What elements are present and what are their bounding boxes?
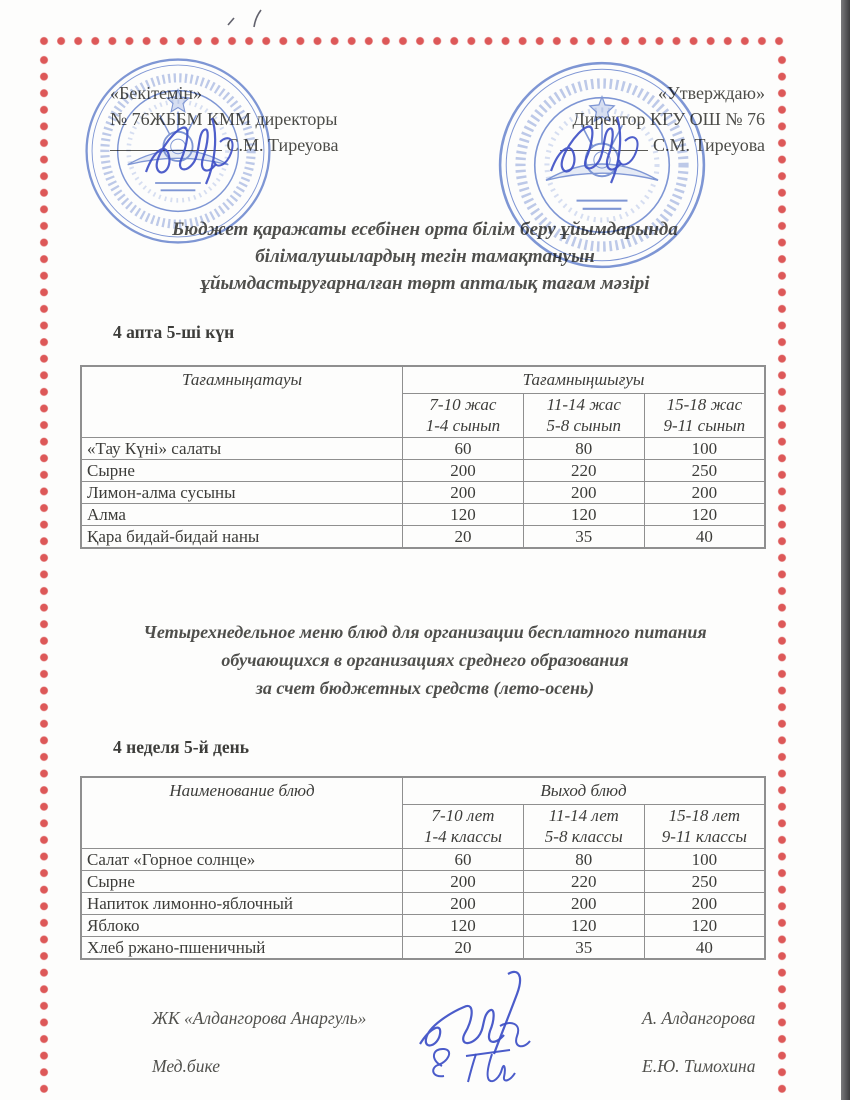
dish-name-cell: Сырне (81, 459, 403, 481)
portion-cell: 220 (523, 870, 644, 892)
class-range: 9-11 классы (661, 827, 747, 846)
portion-cell: 20 (403, 525, 524, 548)
dish-name-cell: Сырне (81, 870, 403, 892)
table-row (81, 459, 765, 481)
portion-cell: 20 (403, 936, 524, 959)
title-ru-line1: Четырехнедельное меню блюд для организации бесплатного питания (143, 622, 707, 642)
portion-cell: 200 (403, 481, 524, 503)
portion-cell: 35 (523, 525, 644, 548)
signoff-name-cook: А. Алдангорова (642, 1008, 756, 1028)
portion-cell: 40 (644, 936, 765, 959)
age-range: 7-10 жас (429, 395, 497, 414)
approval-right-title: «Утверждаю» (657, 83, 765, 103)
table-row (81, 437, 765, 459)
title-kk-line3: ұйымдастыруғарналған төрт апталық тағам мәзірі (200, 273, 650, 294)
portion-cell: 200 (644, 892, 765, 914)
dish-name-cell: «Тау Күні» салаты (81, 437, 403, 459)
perforation-dots-left (36, 52, 52, 1100)
title-kk-line2: білімалушылардың тегін тамақтануын (255, 246, 595, 267)
approval-right-role: Директор КГУ ОШ № 76 (572, 109, 765, 129)
table-row (81, 914, 765, 936)
portion-cell: 80 (523, 437, 644, 459)
dish-name-cell: Напиток лимонно-яблочный (81, 892, 403, 914)
portion-cell: 120 (523, 503, 644, 525)
table-header-row (81, 366, 765, 393)
age-range: 11-14 лет (548, 806, 619, 825)
portion-cell: 60 (403, 437, 524, 459)
approval-left-title: «Бекітемін» (110, 83, 202, 103)
table-row (81, 892, 765, 914)
column-header-dish-name: Наименование блюд (81, 777, 403, 848)
portion-cell: 120 (644, 914, 765, 936)
portion-cell: 120 (523, 914, 644, 936)
portion-cell: 60 (403, 848, 524, 870)
class-range: 1-4 сынып (425, 416, 501, 435)
portion-cell: 40 (644, 525, 765, 548)
portion-cell: 200 (523, 481, 644, 503)
dish-name-cell: Алма (81, 503, 403, 525)
dish-name-cell: Яблоко (81, 914, 403, 936)
age-group-header (523, 804, 644, 848)
nurse-signature-icon (420, 1040, 535, 1092)
portion-cell: 200 (403, 870, 524, 892)
perforation-dots-top (36, 33, 788, 49)
director-signature-right-icon (545, 110, 660, 190)
age-group-header (403, 393, 524, 437)
age-range: 15-18 жас (666, 395, 743, 414)
approval-left-name: С.М. Тиреуова (226, 135, 339, 155)
table-header-row (81, 777, 765, 804)
section-label-russian: 4 неделя 5-й день (113, 737, 250, 757)
title-ru-line2: обучающихся в организациях среднего образования (221, 650, 629, 670)
age-group-header (403, 804, 524, 848)
portion-cell: 250 (644, 870, 765, 892)
menu-table-russian (80, 776, 766, 960)
column-header-output: Выход блюд (403, 777, 765, 804)
portion-cell: 100 (644, 437, 765, 459)
table-row (81, 481, 765, 503)
age-range: 11-14 жас (546, 395, 621, 414)
signoff-name-nurse: Е.Ю. Тимохина (642, 1056, 756, 1076)
class-range: 5-8 классы (544, 827, 623, 846)
document-title-russian (85, 618, 765, 702)
class-range: 5-8 сынып (546, 416, 621, 435)
portion-cell: 120 (403, 914, 524, 936)
dish-name-cell: Хлеб ржано-пшеничный (81, 936, 403, 959)
section-label-kazakh: 4 апта 5-ші күн (113, 322, 235, 342)
class-range: 1-4 классы (423, 827, 502, 846)
dish-name-cell: Лимон-алма сусыны (81, 481, 403, 503)
portion-cell: 220 (523, 459, 644, 481)
approval-right-name: С.М. Тиреуова (652, 135, 765, 155)
dish-name-cell: Салат «Горное солнце» (81, 848, 403, 870)
signoff-role-cook: ЖК «Алдангорова Анаргуль» (152, 1008, 367, 1028)
portion-cell: 35 (523, 936, 644, 959)
column-header-dish-name: Тағамныңатауы (81, 366, 403, 437)
perforation-dots-right (774, 52, 790, 1100)
signoff-role-nurse: Мед.бике (152, 1056, 220, 1076)
portion-cell: 200 (644, 481, 765, 503)
portion-cell: 200 (523, 892, 644, 914)
age-group-header (644, 804, 765, 848)
portion-cell: 200 (403, 892, 524, 914)
menu-table-kazakh (80, 365, 766, 549)
table-row (81, 870, 765, 892)
title-ru-line3: за счет бюджетных средств (лето-осень) (255, 678, 595, 698)
table-row (81, 503, 765, 525)
director-signature-left-icon (140, 112, 255, 190)
pen-mark-icon (220, 3, 270, 31)
title-kk-line1: Бюджет қаражаты есебінен орта білім беру ұйымдарында (172, 219, 678, 240)
class-range: 9-11 сынып (663, 416, 746, 435)
portion-cell: 200 (403, 459, 524, 481)
table-row (81, 525, 765, 548)
age-range: 15-18 лет (668, 806, 741, 825)
portion-cell: 250 (644, 459, 765, 481)
scanner-edge-strip (841, 0, 850, 1100)
approval-left-role: № 76ЖББМ КММ директоры (110, 109, 338, 129)
age-range: 7-10 лет (431, 806, 495, 825)
table-row (81, 848, 765, 870)
column-header-output: Тағамныңшығуы (403, 366, 765, 393)
table-row (81, 936, 765, 959)
dish-name-cell: Қара бидай-бидай наны (81, 525, 403, 548)
age-group-header (523, 393, 644, 437)
portion-cell: 80 (523, 848, 644, 870)
portion-cell: 120 (403, 503, 524, 525)
portion-cell: 120 (644, 503, 765, 525)
portion-cell: 100 (644, 848, 765, 870)
age-group-header (644, 393, 765, 437)
